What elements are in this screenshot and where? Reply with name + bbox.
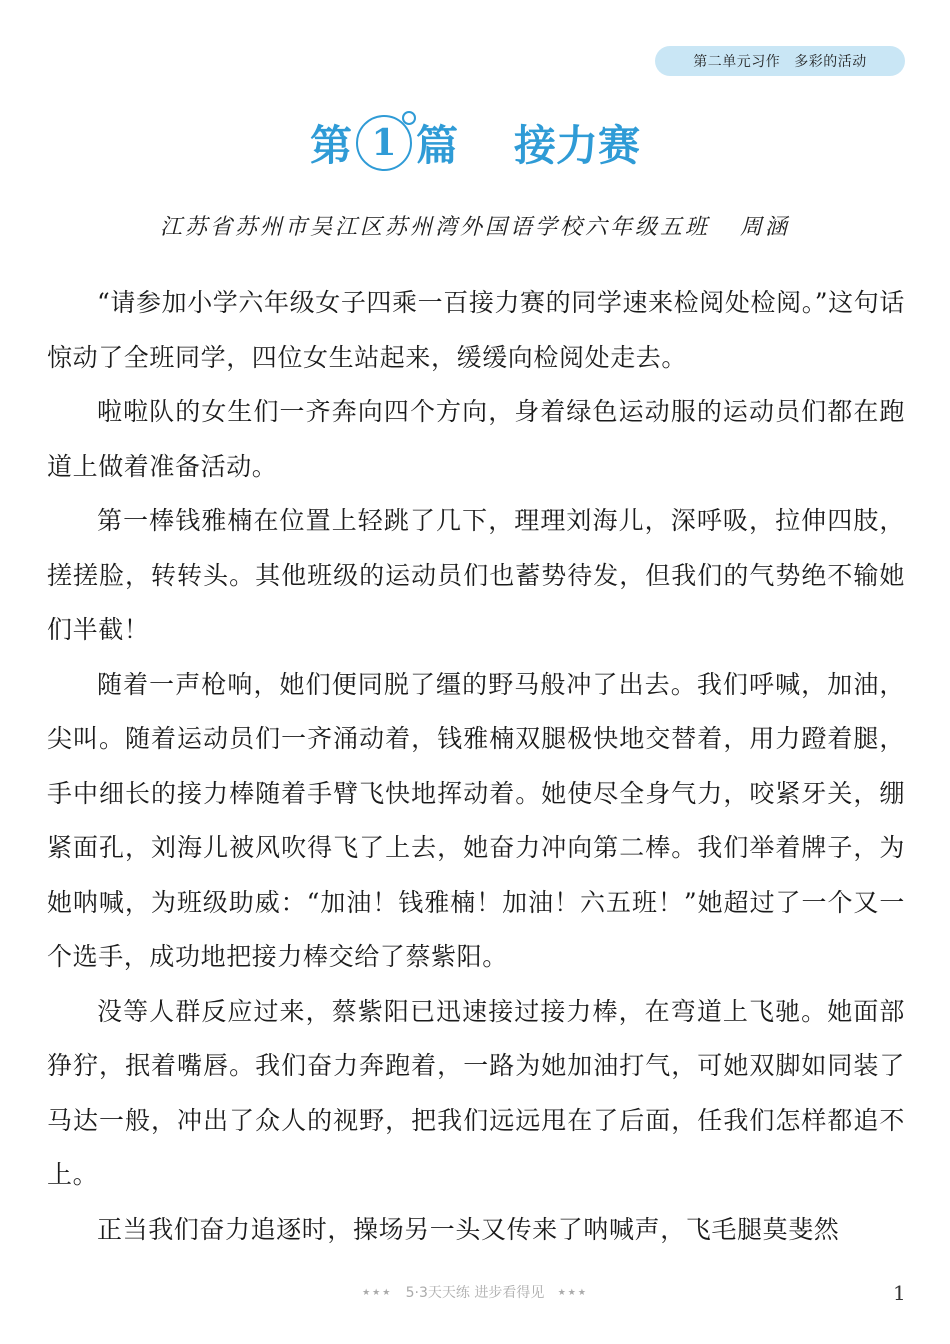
essay-number: 1 (371, 122, 397, 164)
unit-theme: 多彩的活动 (794, 54, 867, 70)
essay-number-badge (356, 115, 412, 171)
page-footer (0, 1282, 950, 1302)
paragraph: 没等人群反应过来，蔡紫阳已迅速接过接力棒，在弯道上飞驰。她面部狰狞，抿着嘴唇。我们奋力奔跑着，一路为她加油打气，可她双脚如同装了马达一般，冲出了众人的视野，把我们远远甩在了后面，任我们怎样都追不上。 (47, 996, 905, 1189)
author-school: 江苏省苏州市吴江区苏州湾外国语学校六年级五班 (159, 215, 710, 240)
footer-brand: 5·3天天练 (405, 1285, 470, 1301)
paragraph: “请参加小学六年级女子四乘一百接力赛的同学速来检阅处检阅。”这句话惊动了全班同学，四位女生站起来，缓缓向检阅处走去。 (47, 288, 905, 372)
title-name: 接力赛 (514, 121, 641, 170)
paragraph: 第一棒钱雅楠在位置上轻跳了几下，理理刘海儿，深呼吸，拉伸四肢，搓搓脸，转转头。其他班级的运动员们也蓄势待发，但我们的气势绝不输她们半截！ (47, 506, 905, 644)
badge-dot-decoration (402, 111, 416, 125)
paragraph: 正当我们奋力追逐时，操场另一头又传来了呐喊声，飞毛腿莫斐然 (97, 1214, 840, 1244)
author-byline (0, 210, 950, 241)
title-suffix: 篇 (415, 121, 458, 170)
footer-slogan: 进步看得见 (474, 1285, 545, 1301)
footer-stars-right: ★★★ (557, 1288, 588, 1298)
title-prefix: 第 (309, 121, 352, 170)
unit-header-badge (655, 46, 905, 76)
essay-body (47, 276, 905, 1257)
page-number: 1 (893, 1281, 906, 1305)
paragraph: 啦啦队的女生们一齐奔向四个方向，身着绿色运动服的运动员们都在跑道上做着准备活动。 (47, 397, 905, 481)
essay-title (0, 108, 950, 178)
paragraph: 随着一声枪响，她们便同脱了缰的野马般冲了出去。我们呼喊，加油，尖叫。随着运动员们一齐涌动着，钱雅楠双腿极快地交替着，用力蹬着腿，手中细长的接力棒随着手臂飞快地挥动着。她使尽全身气力，咬紧牙关，绷紧面孔，刘海儿被风吹得飞了上去，她奋力冲向第二棒。我们举着牌子，为她呐喊，为班级助威：“加油！钱雅楠！加油！六五班！”她超过了一个又一个选手，成功地把接力棒交给了蔡紫阳。 (47, 669, 905, 971)
footer-stars-left: ★★★ (362, 1288, 393, 1298)
author-name: 周涵 (740, 215, 791, 240)
unit-label: 第二单元习作 (693, 54, 781, 70)
